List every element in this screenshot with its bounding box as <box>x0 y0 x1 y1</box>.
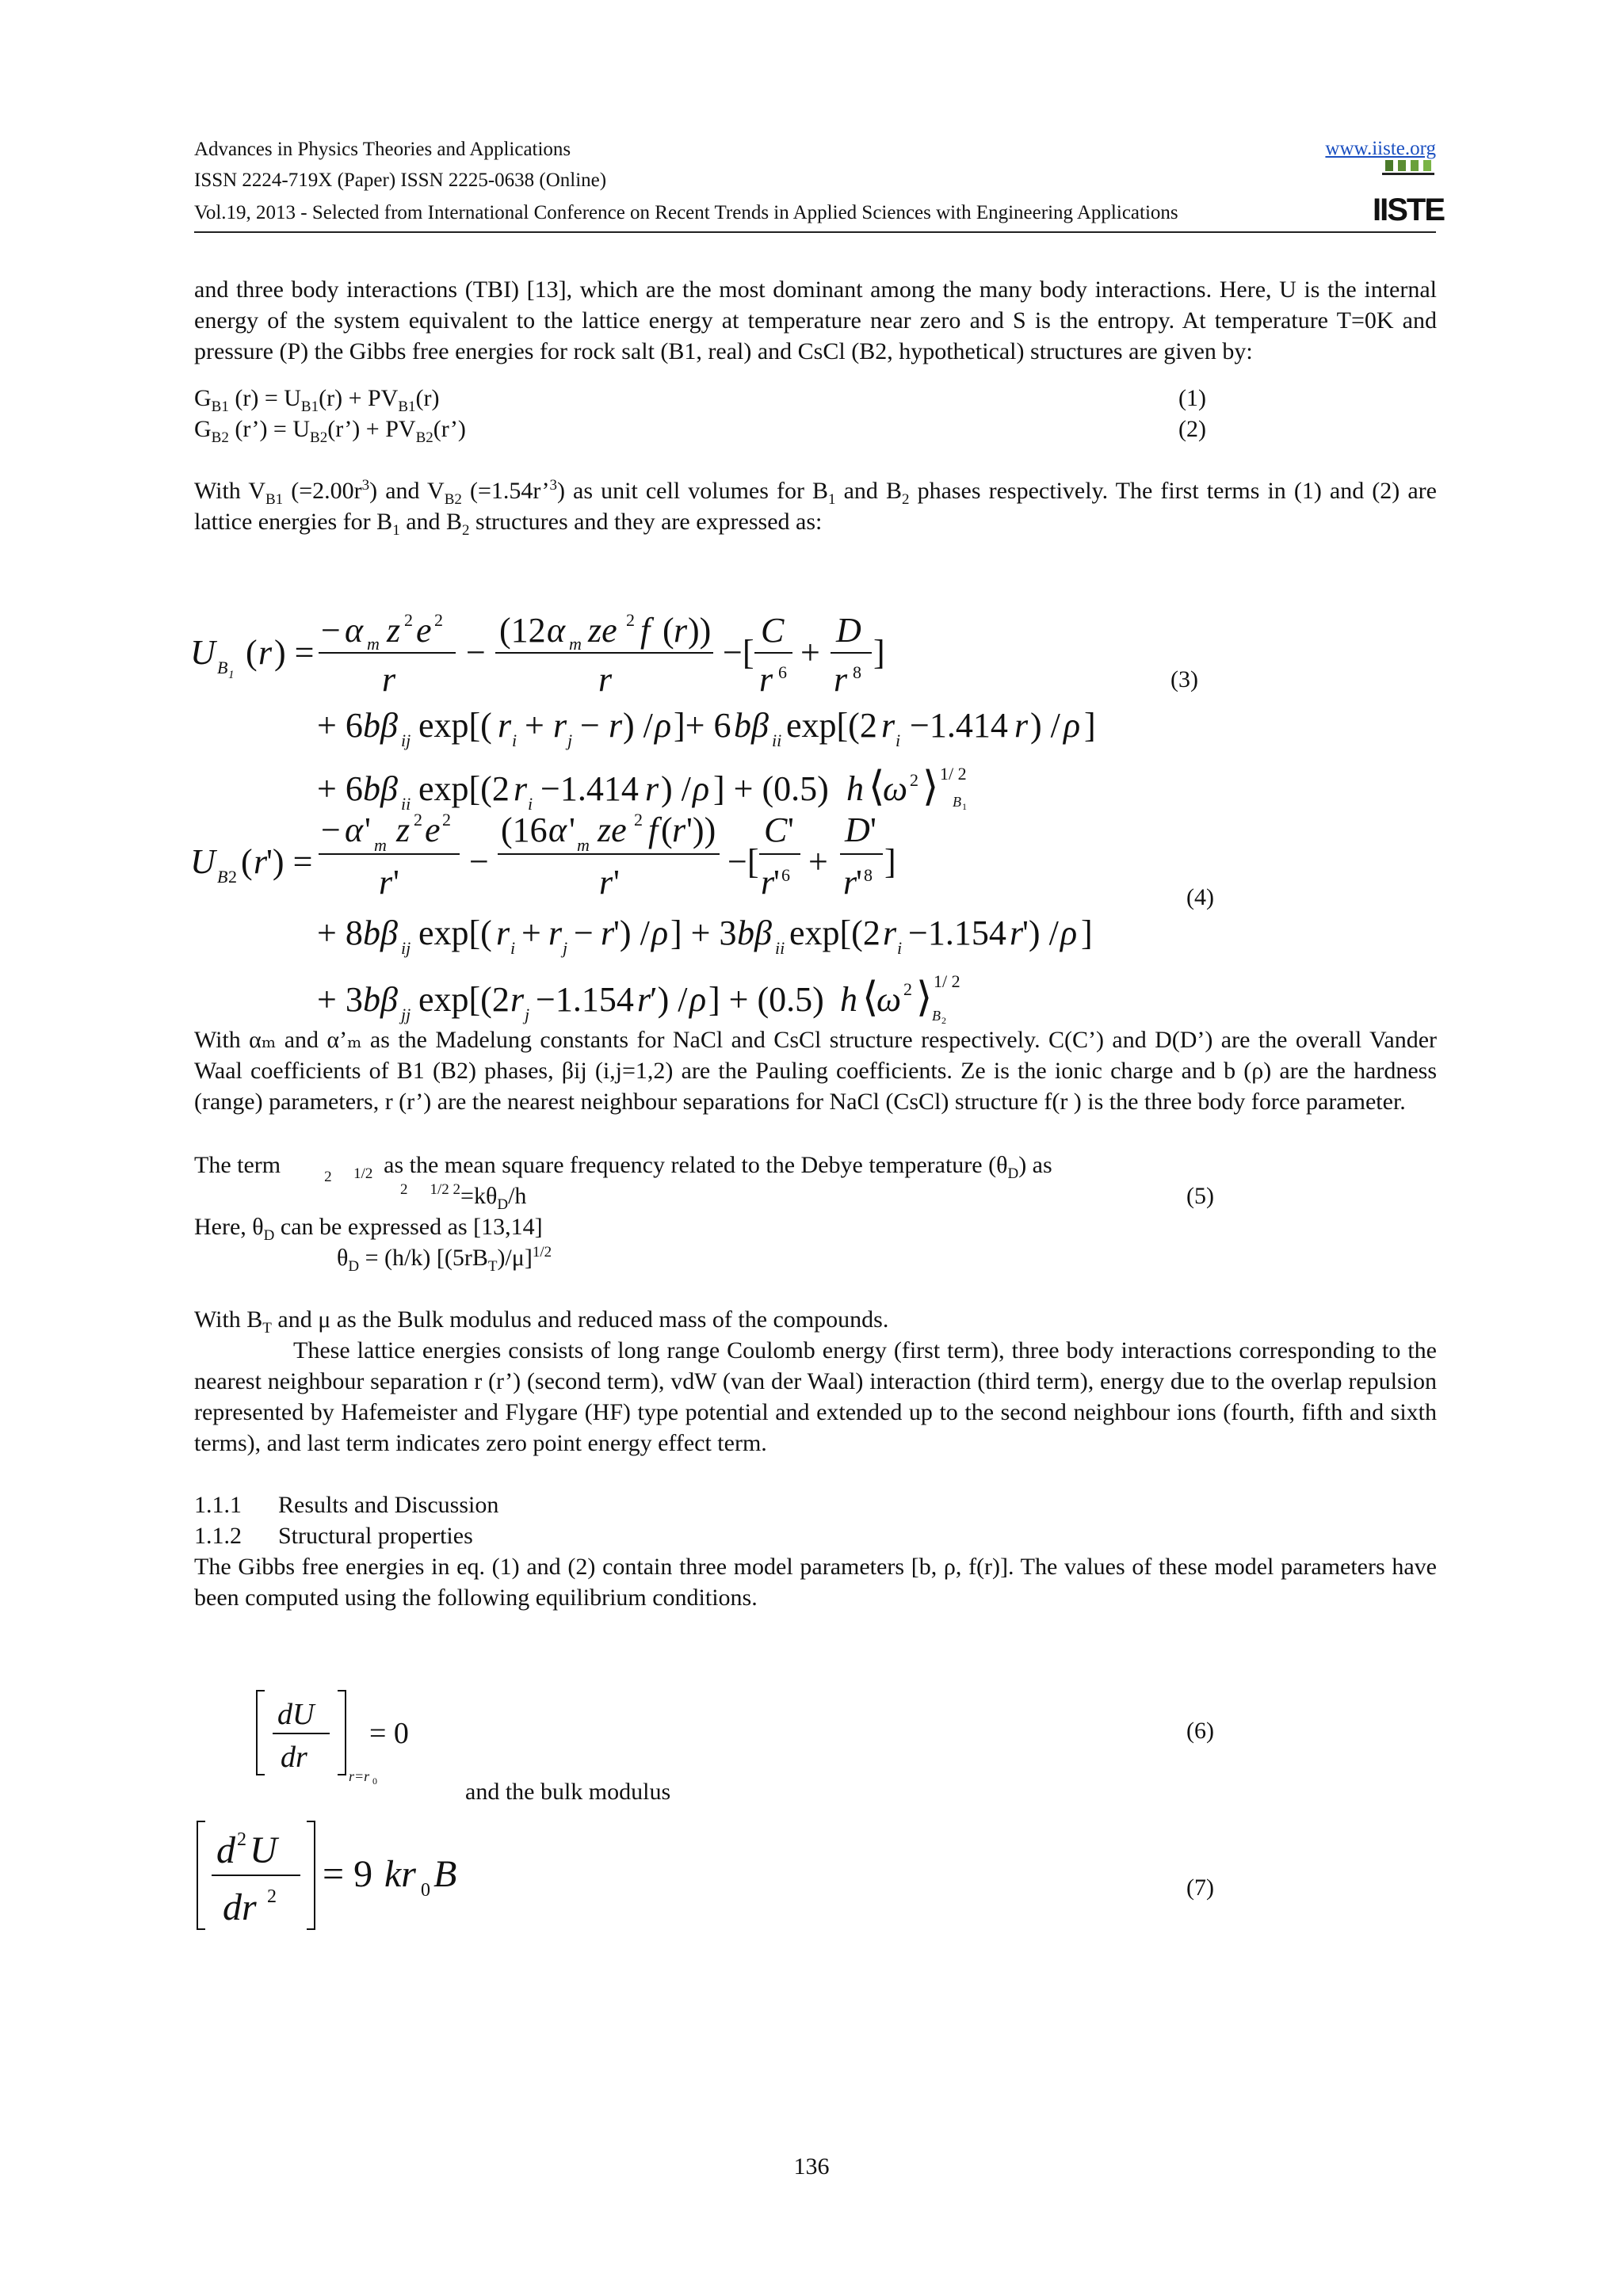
svg-text:')): ')) <box>686 810 716 849</box>
svg-text:−1.154: −1.154 <box>908 913 1006 952</box>
svg-text:2: 2 <box>434 610 443 630</box>
svg-text:−1.414: −1.414 <box>910 706 1008 745</box>
svg-text:ρ: ρ <box>1064 706 1081 745</box>
svg-text:e: e <box>425 810 441 849</box>
volume-line: Vol.19, 2013 - Selected from International Conference on Recent Trends in Applied Sciences with Engineering Applications <box>194 202 1178 223</box>
svg-text:r: r <box>258 633 273 672</box>
svg-text:ij: ij <box>401 938 411 958</box>
svg-text:r: r <box>1010 913 1024 952</box>
svg-text:U: U <box>190 633 216 672</box>
svg-text:IISTE: IISTE <box>1372 193 1445 227</box>
svg-text:ρ: ρ <box>693 769 710 808</box>
svg-text:bβ: bβ <box>734 706 769 745</box>
svg-text:6: 6 <box>778 662 787 682</box>
svg-text:r: r <box>843 863 857 902</box>
equation-3-number: (3) <box>1170 666 1198 692</box>
svg-text:r: r <box>514 769 528 808</box>
svg-text:j: j <box>563 938 568 958</box>
svg-text:j: j <box>525 1005 530 1024</box>
svg-text:ze: ze <box>588 611 617 650</box>
svg-text:B: B <box>433 1853 457 1895</box>
svg-text:') /: ') / <box>613 913 650 952</box>
svg-text:') /: ') / <box>1022 913 1059 952</box>
svg-text:exp[(2: exp[(2 <box>786 706 877 745</box>
svg-text:U: U <box>190 842 216 881</box>
svg-text:exp[(: exp[( <box>418 913 492 952</box>
svg-text:': ' <box>773 863 780 902</box>
section-heading-structural: 1.1.2 Structural properties <box>194 1523 473 1549</box>
svg-text:B: B <box>953 794 961 810</box>
svg-text:) /: ) / <box>661 769 691 808</box>
svg-text:exp[(2: exp[(2 <box>418 769 510 808</box>
svg-text:bβ: bβ <box>363 913 398 952</box>
svg-text:−: − <box>469 842 489 881</box>
debye-temperature-line: Here, $\theta_D$ can be expressed as [13,14] <box>194 1214 543 1244</box>
svg-text:': ' <box>613 863 620 902</box>
equation-7 <box>194 1818 479 1937</box>
equation-6-number: (6) <box>1186 1718 1214 1744</box>
iiste-logo <box>1372 158 1445 227</box>
svg-text:1: 1 <box>228 669 235 681</box>
page-number: 136 <box>793 2153 830 2180</box>
svg-text:−: − <box>466 633 486 672</box>
svg-text:bβ: bβ <box>363 980 398 1019</box>
equation-1-number: (1) <box>1178 385 1206 411</box>
volume-paragraph: With $V_{B1}$ $(=2.00r^3)$ and $V_{B2}$ (=1.54r’$^3$) as unit cell volumes for $B_1$ and $B_2$ phases respectively. The first terms in (1) and (2) are lattice energies for $B_1$ and $B_2$ structures and they are expressed as: <box>194 477 1437 539</box>
svg-text:+: + <box>525 706 544 745</box>
svg-text:0: 0 <box>372 1775 377 1787</box>
svg-text:r=r: r=r <box>349 1768 370 1784</box>
svg-text:r: r <box>637 980 651 1019</box>
svg-text:f: f <box>648 810 659 849</box>
intro-paragraph: and three body interactions (TBI) [13], which are the most dominant among the many body interactions. Here, U is the internal energy of the system equivalent to the lattice energy at temperature near zero and S is the entropy. At temperature T=0K and pressure (P) the Gibbs free energies for rock salt (B1, real) and CsCl (B2, hypothetical) structures are given by: <box>194 277 1437 364</box>
model-parameters-paragraph: The Gibbs free energies in eq. (1) and (2) contain three model parameters [b, ρ, f(r)]. The values of these model parameters have been computed using the following equilibrium conditions. <box>194 1554 1437 1611</box>
svg-text:dr: dr <box>281 1741 307 1774</box>
bulk-modulus-line: With $B_T$ and μ as the Bulk modulus and reduced mass of the compounds. <box>194 1306 889 1337</box>
svg-text:)): )) <box>688 611 712 650</box>
svg-text:r: r <box>881 706 896 745</box>
svg-text:': ' <box>365 810 371 849</box>
svg-text:bβ: bβ <box>363 706 398 745</box>
svg-text:⟨: ⟨ <box>862 975 879 1020</box>
svg-text:e: e <box>416 611 432 650</box>
svg-text:r: r <box>645 769 659 808</box>
svg-text:B: B <box>932 1008 941 1024</box>
svg-text:r: r <box>382 660 396 699</box>
svg-text:h: h <box>846 769 864 808</box>
svg-text:]: ] <box>1081 913 1093 952</box>
svg-text:ρ: ρ <box>655 706 672 745</box>
svg-text:α: α <box>548 810 567 849</box>
svg-text:) =: ) = <box>274 633 315 672</box>
bulk-modulus-label: and the bulk modulus <box>465 1779 671 1805</box>
svg-text:+: + <box>800 633 820 672</box>
svg-text:α: α <box>345 611 364 650</box>
equation-2: $G_{B2}$ (r’) = $U_{B2}(r’)$ + $PV_{B2}(r’)$ <box>194 416 466 446</box>
svg-text:exp[(2: exp[(2 <box>789 913 880 952</box>
svg-text:2: 2 <box>634 810 643 830</box>
svg-text:8: 8 <box>853 662 861 682</box>
svg-text:−: − <box>574 913 594 952</box>
svg-text:C: C <box>761 611 785 650</box>
journal-title: Advances in Physics Theories and Applications <box>194 139 571 160</box>
lattice-energy-paragraph: These lattice energies consists of long range Coulomb energy (first term), three body interactions corresponding to the nearest neighbour separation r (r’) (second term), vdW (van der Waal) interaction (third term), energy due to the overlap repulsion represented by Hafemeister and Flygare (HF) type potential and extended up to the second neighbour ions (fourth, fifth and sixth terms), and last term indicates zero point energy effect term. <box>194 1337 1437 1456</box>
svg-text:U: U <box>250 1829 277 1871</box>
debye-temperature-equation: $\theta_D = (h/k)$ $[(5rB_T)/\mu]^{1/2}$ <box>337 1244 552 1275</box>
svg-text:z: z <box>387 611 401 650</box>
svg-text:(: ( <box>663 611 674 650</box>
equation-7-number: (7) <box>1186 1875 1214 1901</box>
svg-text:d: d <box>216 1829 235 1871</box>
svg-text:dU: dU <box>277 1698 315 1731</box>
svg-text:(: ( <box>241 842 253 881</box>
equation-2-number: (2) <box>1178 416 1206 442</box>
svg-text:exp[(: exp[( <box>418 706 492 745</box>
svg-text:r: r <box>254 842 268 881</box>
svg-text:r: r <box>834 660 848 699</box>
svg-text:r: r <box>496 913 510 952</box>
svg-text:′) /: ′) / <box>650 980 688 1019</box>
journal-url-link[interactable]: www.iiste.org <box>1325 138 1436 159</box>
svg-text:': ' <box>393 863 399 902</box>
svg-text:ρ: ρ <box>651 913 669 952</box>
svg-text:⟨: ⟨ <box>869 765 885 810</box>
svg-text:dr: dr <box>223 1886 257 1928</box>
svg-text:2: 2 <box>626 610 635 630</box>
svg-text:= 0: = 0 <box>369 1717 409 1750</box>
svg-text:(: ( <box>246 633 258 672</box>
svg-text:m: m <box>577 835 590 855</box>
svg-text:bβ: bβ <box>363 769 398 808</box>
svg-text:−1.414: −1.414 <box>540 769 639 808</box>
svg-text:+ 6: + 6 <box>317 769 363 808</box>
svg-text:2: 2 <box>404 610 413 630</box>
svg-text:r: r <box>883 913 897 952</box>
equation-5-number: (5) <box>1186 1183 1214 1209</box>
svg-text:h: h <box>840 980 857 1019</box>
svg-text:⟩: ⟩ <box>916 975 933 1020</box>
svg-text:6: 6 <box>781 865 790 885</box>
svg-text:exp[(2: exp[(2 <box>418 980 510 1019</box>
svg-text:r: r <box>510 980 525 1019</box>
svg-text:(: ( <box>661 810 673 849</box>
svg-text:r: r <box>761 863 775 902</box>
svg-text:ρ: ρ <box>1060 913 1078 952</box>
svg-text:f: f <box>640 611 651 650</box>
svg-text:2: 2 <box>903 979 912 999</box>
svg-text:) /: ) / <box>1030 706 1060 745</box>
svg-text:m: m <box>374 835 387 855</box>
svg-text:2: 2 <box>414 810 422 830</box>
svg-text:i: i <box>510 938 516 958</box>
svg-text:+: + <box>521 913 541 952</box>
svg-text:ii: ii <box>775 938 785 958</box>
svg-text:= 9: = 9 <box>323 1853 373 1895</box>
svg-text:−: − <box>580 706 600 745</box>
svg-text:i: i <box>512 730 517 750</box>
svg-text:i: i <box>896 730 901 750</box>
svg-text:(16: (16 <box>501 810 548 849</box>
svg-text:(12: (12 <box>499 611 546 650</box>
svg-text:0: 0 <box>421 1880 430 1901</box>
svg-text:j: j <box>567 730 573 750</box>
svg-text:−: − <box>321 611 341 650</box>
svg-text:1: 1 <box>962 801 967 812</box>
svg-text:r: r <box>548 913 563 952</box>
svg-text:r: r <box>674 611 688 650</box>
svg-text:−1.154: −1.154 <box>536 980 634 1019</box>
svg-text:2: 2 <box>442 810 451 830</box>
equation-4-number: (4) <box>1186 884 1214 910</box>
svg-text:]: ] <box>884 842 896 881</box>
svg-text:]: ] <box>1084 706 1096 745</box>
svg-text:B: B <box>217 658 228 677</box>
equation-1: $G_{B1}$ $(r) = U_{B1}(r) + PV_{B1}(r)$ <box>194 385 440 415</box>
svg-text:m: m <box>367 634 380 654</box>
svg-text:+ 6: + 6 <box>317 706 363 745</box>
issn-line: ISSN 2224-719X (Paper) ISSN 2225-0638 (Online) <box>194 170 607 191</box>
svg-text:+ 8: + 8 <box>317 913 363 952</box>
svg-text:m: m <box>569 634 582 654</box>
svg-text:] + 3: ] + 3 <box>670 913 737 952</box>
svg-text:': ' <box>870 810 876 849</box>
svg-text:r: r <box>759 660 773 699</box>
svg-text:r: r <box>379 863 393 902</box>
svg-text:−[: −[ <box>727 842 759 881</box>
svg-text:−[: −[ <box>723 633 754 672</box>
svg-text:': ' <box>569 810 575 849</box>
svg-text:α: α <box>345 810 364 849</box>
equation-3 <box>182 602 1181 814</box>
svg-text:C: C <box>764 810 788 849</box>
svg-text:ze: ze <box>598 810 627 849</box>
svg-text:jj: jj <box>401 1005 411 1024</box>
svg-text:ij: ij <box>401 730 411 750</box>
svg-text:2: 2 <box>237 1829 246 1850</box>
svg-text:': ' <box>856 863 862 902</box>
svg-text:D: D <box>845 810 870 849</box>
svg-text:r: r <box>498 706 512 745</box>
mean-square-frequency-line: The term 2 1/2 as the mean square frequency related to the Debye temperature $(\theta_D)$ as <box>194 1152 1052 1185</box>
svg-text:]+ 6: ]+ 6 <box>674 706 731 745</box>
svg-text:i: i <box>897 938 903 958</box>
svg-text:kr: kr <box>384 1853 416 1895</box>
svg-text:ω: ω <box>876 980 902 1019</box>
equation-6 <box>254 1688 460 1791</box>
svg-text:') =: ') = <box>266 842 313 881</box>
svg-text:r: r <box>599 863 613 902</box>
svg-text:r: r <box>598 660 613 699</box>
svg-text:1/ 2: 1/ 2 <box>934 971 960 991</box>
svg-text:−: − <box>321 810 341 849</box>
svg-text:1/ 2: 1/ 2 <box>940 764 967 784</box>
svg-text:B: B <box>217 867 228 887</box>
svg-text:⟩: ⟩ <box>922 765 939 810</box>
header-rule <box>194 231 1436 233</box>
svg-text:ρ: ρ <box>689 980 707 1019</box>
svg-text:r: r <box>672 810 686 849</box>
svg-text:) /: ) / <box>623 706 653 745</box>
svg-text:+ 3: + 3 <box>317 980 363 1019</box>
section-heading-results: 1.1.1 Results and Discussion <box>194 1492 499 1518</box>
svg-text:ω: ω <box>883 769 908 808</box>
svg-text:2: 2 <box>941 1015 946 1026</box>
svg-text:α: α <box>547 611 566 650</box>
svg-text:2: 2 <box>267 1886 277 1907</box>
svg-text:ii: ii <box>772 730 782 750</box>
svg-text:] + (0.5): ] + (0.5) <box>708 980 824 1019</box>
svg-text:': ' <box>788 810 794 849</box>
svg-text:r: r <box>601 913 615 952</box>
svg-text:8: 8 <box>864 865 873 885</box>
svg-text:]: ] <box>873 633 885 672</box>
svg-text:] + (0.5): ] + (0.5) <box>713 769 829 808</box>
svg-text:ii: ii <box>401 794 411 814</box>
svg-text:z: z <box>396 810 411 849</box>
svg-text:2: 2 <box>910 770 918 790</box>
svg-text:bβ: bβ <box>737 913 772 952</box>
svg-text:2: 2 <box>228 867 237 887</box>
svg-text:+: + <box>808 842 828 881</box>
svg-text:r: r <box>553 706 567 745</box>
equation-5: $^2$ $^{1/2 2}=k\theta_D/h$ <box>400 1181 527 1213</box>
svg-text:r: r <box>609 706 623 745</box>
madelung-paragraph: With αₘ and α’ₘ as the Madelung constants for NaCl and CsCl structure respectively. C(C’) and D(D’) are the overall Vander Waal coefficients of B1 (B2) phases, βij (i,j=1,2) are the Pauling coefficients. Ze is the ionic charge and b (ρ) are the hardness (range) parameters, r (r’) are the nearest neighbour separations for NaCl (CsCl) structure f(r ) is the three body force parameter. <box>194 1027 1437 1115</box>
svg-text:r: r <box>1014 706 1029 745</box>
equation-4 <box>182 808 1181 1030</box>
svg-text:D: D <box>836 611 861 650</box>
svg-text:i: i <box>528 794 533 814</box>
